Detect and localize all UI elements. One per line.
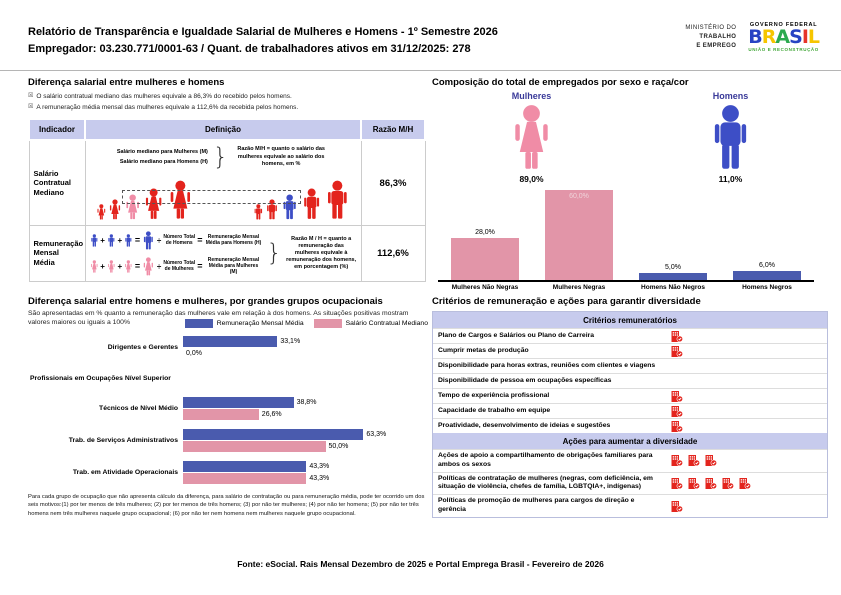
- plus-operator: +: [100, 235, 105, 245]
- comp-bar-group: [451, 229, 519, 280]
- man-icon: [253, 204, 264, 220]
- gender-group-men: [631, 91, 830, 184]
- criteria-row: [433, 328, 827, 343]
- axis-category-label: Mulheres Negras: [552, 284, 606, 291]
- woman-icon: [108, 199, 122, 220]
- report-subtitle: Empregador: 03.230.771/0001-63 / Quant. de trabalhadores ativos em 31/12/2025: 278: [28, 42, 471, 55]
- bar-value-label: 0,0%: [186, 350, 202, 358]
- criteria-label: Proatividade, desenvolvimento de ideias e sugestões: [438, 421, 611, 429]
- bar-value-label: 5,0%: [665, 263, 681, 271]
- median-men-label: Salário mediano para Homens (H): [119, 159, 208, 166]
- divide-operator: ÷: [156, 235, 162, 245]
- brasil-logo: [748, 28, 819, 47]
- bar: [183, 397, 294, 408]
- checkbox-icon: ☒: [28, 93, 34, 99]
- legend-swatch: [185, 319, 213, 328]
- bar-group: [28, 429, 428, 453]
- woman-icon: [124, 260, 133, 273]
- criteria-label: Capacidade de trabalho em equipe: [438, 406, 551, 414]
- bar-value-label: 43,3%: [309, 475, 330, 483]
- woman-icon: [107, 260, 116, 273]
- ratio-value: 86,3%: [361, 140, 425, 225]
- category-label: Técnicos de Nível Médio: [99, 405, 178, 413]
- building-check-icon: [671, 421, 683, 432]
- col-header-definicao: Definição: [85, 119, 361, 140]
- bar-group: [28, 397, 428, 421]
- building-check-icon: [705, 478, 717, 489]
- ministry-logo: MINISTÉRIO DO TRABALHO E EMPREGO: [685, 24, 737, 49]
- bar-value-label: 28,0%: [475, 229, 495, 236]
- man-icon: [324, 180, 351, 220]
- criteria-marks: [669, 380, 827, 382]
- formula-men: [90, 231, 263, 250]
- man-icon: [708, 104, 753, 171]
- legend-label: Salário Contratual Mediano: [345, 320, 428, 328]
- brasil-logo-letter: A: [775, 26, 790, 48]
- legend-swatch: [314, 319, 342, 328]
- bars: [183, 429, 428, 453]
- criteria-title: Critérios de remuneração e ações para garantir diversidade: [432, 296, 701, 307]
- building-check-icon: [739, 478, 751, 489]
- median-dashed-box: [122, 190, 301, 204]
- hbar-row: [183, 348, 428, 359]
- brasil-logo-letter: B: [748, 26, 762, 48]
- man-icon: [142, 231, 155, 250]
- criteria-row: [433, 472, 827, 495]
- equals-operator: =: [134, 261, 141, 272]
- definition-diagram-median: [85, 140, 361, 225]
- definition-diagram-mean: [85, 225, 361, 281]
- report-title: Relatório de Transparência e Igualdade Salarial de Mulheres e Homens - 1º Semestre 2026: [28, 26, 498, 38]
- category-label: Trab. de Serviços Administrativos: [68, 437, 178, 445]
- criteria-label: Disponibilidade para horas extras, reuniões com clientes e viagens: [438, 361, 656, 369]
- building-check-icon: [705, 455, 717, 466]
- category-label: Trab. em Atividade Operacionais: [72, 469, 178, 477]
- salary-gap-bullet: [28, 92, 426, 103]
- man-icon: [90, 234, 99, 247]
- occupational-subtitle: São apresentadas em % quanto a remuneração das mulheres vale em relação à dos homens. As situações positivas mostram valores maiores ou iguais a 100%: [28, 310, 409, 327]
- man-icon: [107, 234, 116, 247]
- criteria-marks: [669, 405, 827, 418]
- header-divider: [0, 70, 841, 71]
- criteria-row: [433, 494, 827, 517]
- comp-bar-group: [545, 190, 613, 280]
- hbar-row: [183, 473, 428, 484]
- building-check-icon: [688, 455, 700, 466]
- bullet-text: A remuneração média mensal das mulheres equivale a 112,6% da recebida pelos homens.: [36, 103, 299, 111]
- criteria-marks: [669, 420, 827, 433]
- bar: [183, 429, 363, 440]
- table-row-salario-mediano: [29, 140, 425, 225]
- bar-value-label: 60,0%: [569, 193, 589, 200]
- gender-group-women: [432, 91, 631, 184]
- criteria-row: [433, 403, 827, 418]
- category-label: Dirigentes e Gerentes: [107, 344, 178, 352]
- criteria-marks: [669, 390, 827, 403]
- bar: [183, 473, 306, 484]
- comp-bar-group: [639, 264, 707, 281]
- criteria-marks: [669, 477, 827, 490]
- brasil-logo-letter: S: [789, 26, 802, 48]
- indicator-table: [28, 118, 426, 281]
- building-check-icon: [671, 346, 683, 357]
- criteria-label: Políticas de promoção de mulheres para cargos de direção e gerência: [438, 497, 635, 514]
- criteria-label: Cumprir metas de produção: [438, 346, 529, 354]
- man-icon: [124, 234, 133, 247]
- bar: [183, 441, 326, 452]
- brace-glyph: }: [212, 142, 229, 171]
- criteria-section-header: Critérios remuneratórios: [433, 312, 827, 328]
- criteria-marks: [669, 365, 827, 367]
- building-check-icon: [671, 501, 683, 512]
- bar-value-label: 43,3%: [309, 463, 330, 471]
- indicator-name: Salário Contratual Mediano: [29, 140, 85, 225]
- category-label: Profissionais em Ocupações Nível Superior: [30, 375, 171, 383]
- axis-category-label: Homens Negros: [742, 284, 792, 291]
- bar-value-label: 63,3%: [366, 431, 387, 439]
- brasil-government-logo: GOVERNO FEDERAL BRASIL UNIÃO E RECONSTRUÇÃO: [748, 22, 819, 52]
- man-icon: [301, 188, 322, 220]
- bar: [545, 190, 613, 280]
- criteria-marks: [669, 345, 827, 358]
- bar: [183, 336, 277, 347]
- criteria-row: [433, 358, 827, 373]
- salary-gap-bullets: [28, 92, 426, 113]
- hbar-row: [183, 461, 428, 472]
- criteria-row: [433, 418, 827, 433]
- col-header-razao: Razão M/H: [361, 119, 425, 140]
- brasil-logo-letter: I: [801, 26, 808, 48]
- plus-operator: +: [100, 261, 105, 271]
- brasil-logo-letter: L: [807, 26, 819, 48]
- section-salary-gap: [28, 77, 426, 282]
- bar-value-label: 26,6%: [261, 411, 282, 419]
- table-row-remuneracao-media: [29, 225, 425, 281]
- report-footer: Fonte: eSocial. Rais Mensal Dezembro de 2025 e Portal Emprega Brasil - Fevereiro de 2026: [237, 559, 604, 569]
- woman-icon: [142, 257, 155, 276]
- criteria-label: Políticas de contratação de mulheres (negras, com deficiência, em situação de violência, chefes de família, LGBTQIA+, indígenas): [438, 474, 653, 491]
- formula-result-label: Remuneração Mensal Média para Mulheres (M): [207, 257, 260, 276]
- divide-operator: ÷: [156, 261, 162, 271]
- criteria-marks: [669, 454, 827, 467]
- building-check-icon: [671, 478, 683, 489]
- composition-chart: [438, 188, 814, 291]
- formula-women: [90, 257, 263, 276]
- bar-group: [28, 336, 428, 360]
- criteria-row: [433, 343, 827, 358]
- checkbox-icon: ☒: [28, 103, 34, 110]
- criteria-label: Tempo de experiência profissional: [438, 391, 550, 399]
- woman-icon: [509, 104, 554, 171]
- bar-group: [28, 461, 428, 485]
- legend-label: Remuneração Mensal Média: [216, 320, 304, 328]
- women-percentage: 89,0%: [519, 174, 544, 184]
- comp-bar-group: [733, 262, 801, 280]
- mean-ratio-note: Razão M / H = quanto a remuneração das mulheres equivale à remuneração dos homens, em porcentagem (%): [286, 235, 357, 271]
- plus-operator: +: [117, 261, 123, 271]
- hbar-row: [183, 441, 428, 452]
- building-check-icon: [671, 406, 683, 417]
- salary-gap-title: Diferença salarial entre mulheres e homens: [28, 77, 225, 88]
- axis-category-label: Mulheres Não Negras: [451, 284, 519, 291]
- hbar-row: [183, 397, 428, 408]
- formula-divisor-label: Número Total de Mulheres: [163, 260, 196, 273]
- ratio-value: 112,6%: [361, 225, 425, 281]
- woman-icon: [90, 260, 99, 273]
- indicator-name: Remuneração Mensal Média: [29, 225, 85, 281]
- composition-gender-figures: [432, 91, 830, 184]
- hbar-row: [183, 429, 428, 440]
- bar: [451, 238, 519, 280]
- hbar-row: [183, 409, 428, 420]
- criteria-marks: [669, 330, 827, 343]
- legend-item: [185, 319, 304, 328]
- men-label: Homens: [712, 91, 749, 101]
- section-occupational: [28, 296, 428, 518]
- occupational-chart: [28, 336, 428, 485]
- brasil-logo-letter: R: [761, 26, 776, 48]
- composition-categories: [438, 282, 814, 291]
- bar-value-label: 6,0%: [759, 262, 775, 269]
- bar: [183, 461, 306, 472]
- bar-value-label: 38,8%: [296, 399, 317, 407]
- bar: [733, 271, 801, 280]
- criteria-label: Ações de apoio a compartilhamento de obrigações familiares para ambos os sexos: [438, 452, 653, 468]
- composition-title: Composição do total de empregados por sexo e raça/cor: [432, 77, 689, 88]
- building-check-icon: [671, 455, 683, 466]
- legend-item: [314, 319, 428, 328]
- woman-icon: [96, 204, 107, 220]
- axis-category-label: Homens Não Negros: [641, 284, 705, 291]
- bullet-text: O salário contratual mediano das mulheres equivale a 86,3% do recebido pelos homens.: [36, 93, 292, 100]
- bar-value-label: 50,0%: [328, 443, 349, 451]
- building-check-icon: [722, 478, 734, 489]
- bar: [639, 273, 707, 281]
- building-check-icon: [688, 478, 700, 489]
- equals-operator: =: [134, 235, 141, 246]
- formula-result-label: Remuneração Mensal Média para Homens (H): [205, 234, 262, 247]
- criteria-label: Plano de Cargos e Salários ou Plano de Carreira: [438, 331, 595, 339]
- criteria-row: [433, 449, 827, 472]
- women-label: Mulheres: [511, 91, 552, 101]
- formula-divisor-label: Número Total de Homens: [163, 234, 196, 247]
- equals-operator: =: [197, 261, 203, 272]
- occupational-footnote: Para cada grupo de ocupação que não apresenta cálculo da diferença, para salário de contratação ou para remuneração média, pode ter ocorrido um dos seis motivos:(1) por ter menos de três mulheres; (2) por ter menos de três homens; (3) por não ter mulheres; (4) por não ter homens; (5) por não ter três homens nem três mulheres naquele grupo ocupacional; (6) por não ter nem homens nem mulheres naquele grupo ocupacional.: [28, 494, 425, 517]
- median-people-diagram: [90, 178, 357, 220]
- criteria-marks: [669, 500, 827, 513]
- composition-bars: [438, 188, 814, 282]
- building-check-icon: [671, 331, 683, 342]
- median-ratio-note: Razão M/H = quanto o salário das mulheres equivale ao salário dos homens, em %: [237, 146, 325, 167]
- header-logos: [685, 22, 819, 52]
- section-criteria: [432, 296, 828, 518]
- bars: [183, 336, 428, 360]
- brace-glyph: }: [266, 238, 282, 267]
- plus-operator: +: [117, 235, 123, 245]
- bars: [183, 397, 428, 421]
- men-percentage: 11,0%: [718, 174, 743, 184]
- criteria-row: [433, 373, 827, 388]
- criteria-label: Disponibilidade de pessoa em ocupações específicas: [438, 376, 612, 384]
- building-check-icon: [671, 391, 683, 402]
- occupational-title: Diferença salarial entre homens e mulheres, por grandes grupos ocupacionais: [28, 296, 383, 307]
- bar: [183, 409, 259, 420]
- median-women-label: Salário mediano para Mulheres (M): [116, 149, 208, 156]
- criteria-row: [433, 388, 827, 403]
- col-header-indicador: Indicador: [29, 119, 85, 140]
- report-header: [28, 24, 498, 57]
- bars: [183, 461, 428, 485]
- hbar-row: [183, 336, 428, 347]
- criteria-table: [432, 311, 828, 518]
- salary-gap-bullet: [28, 103, 426, 114]
- bar-value-label: 33,1%: [280, 338, 301, 346]
- equals-operator: =: [197, 235, 203, 246]
- section-composition: [432, 77, 830, 291]
- criteria-section-header: Ações para aumentar a diversidade: [433, 433, 827, 449]
